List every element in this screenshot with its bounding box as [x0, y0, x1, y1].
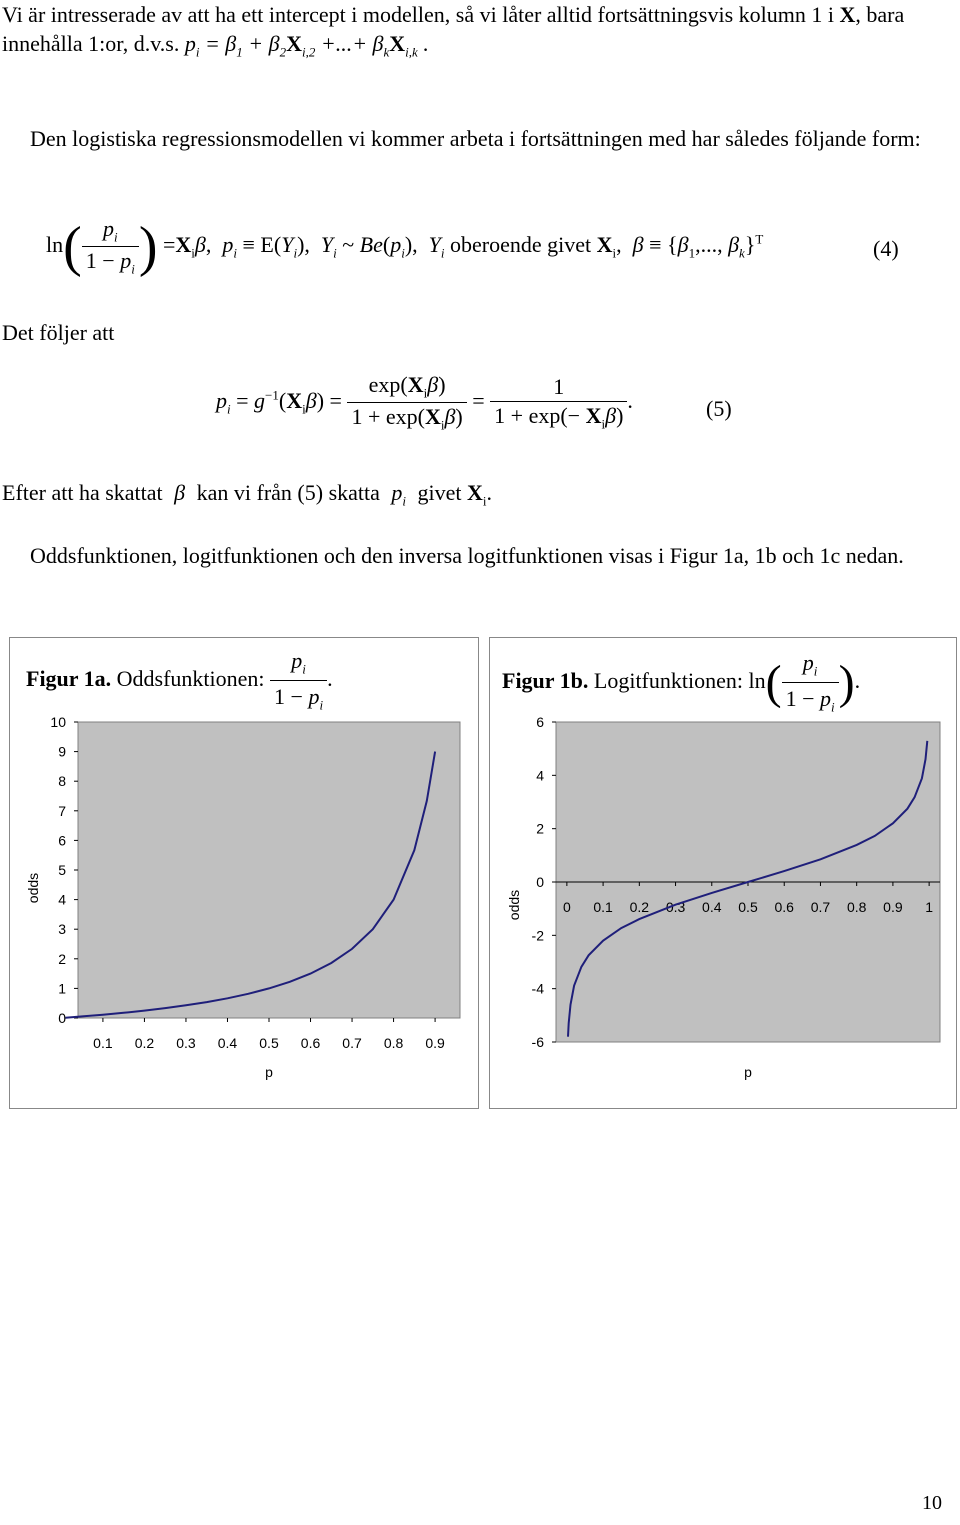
- equation-5-label: (5): [706, 396, 732, 421]
- x-tick-label: 0.3: [176, 1035, 196, 1051]
- y-tick-label: 10: [50, 714, 66, 730]
- paragraph-intercept: Vi är intresserade av att ha ett intercept i modellen, så vi låter alltid fortsättningsvis kolumn 1 i X, bara innehålla 1:or, d.v.s. $p_i = \beta_1 + \beta_2X_{i,2}$ +...+ $\beta_kX_{i,k}$ .: [2, 2, 905, 60]
- y-tick-label: 7: [58, 802, 66, 819]
- y-tick-label: 0: [58, 1010, 66, 1026]
- figure-1a-title: Figur 1a. Oddsfunktionen: $\frac{p_i}{1 - p_i}$ .: [26, 648, 333, 713]
- y-tick-label: 2: [58, 950, 66, 967]
- y-tick-label: 6: [58, 832, 66, 849]
- y-axis-title: odds: [506, 889, 522, 921]
- x-axis-title: p: [744, 1064, 752, 1080]
- x-tick-label: 0.6: [774, 899, 794, 915]
- y-tick-label: -2: [531, 927, 544, 944]
- paragraph-follows: Det följer att: [2, 320, 115, 345]
- figure-1b-title: Figur 1b. Logitfunktionen: ln( $\frac{p_i}{1 - p_i}$ ).: [502, 650, 861, 715]
- y-tick-label: -4: [531, 980, 544, 997]
- x-tick-label: 0.1: [593, 899, 613, 915]
- x-tick-label: 0.4: [702, 899, 722, 915]
- y-tick-label: 4: [536, 767, 544, 784]
- x-tick-label: 0.4: [217, 1035, 238, 1051]
- equation-4: ln( $\frac{p_i}{1 - p_i}$ ) $=X_i\beta$, $p_i \equiv E(Y_i)$, $Y_i$ ~ $Be(p_i)$, $Y_i$ oberoende givet $X_i$, $\beta \equiv \{\beta_1$,..., $\beta_k\}^T$: [46, 215, 764, 278]
- x-tick-label: 0.5: [738, 899, 758, 915]
- x-tick-label: 0.3: [665, 899, 686, 915]
- y-tick-label: 8: [58, 773, 66, 790]
- x-tick-label: 0.8: [846, 899, 867, 915]
- y-tick-label: 4: [58, 891, 66, 908]
- matrix-X: X: [839, 2, 856, 27]
- x-tick-label: 0.6: [300, 1035, 321, 1051]
- y-tick-label: 3: [58, 921, 66, 938]
- x-tick-label: 0: [562, 899, 571, 915]
- x-tick-label: 0.5: [259, 1035, 279, 1051]
- x-tick-label: 0.2: [629, 899, 650, 915]
- paragraph-estimate: Efter att ha skattat β kan vi från (5) skatta $p_i$ givet $X_i$.: [2, 480, 493, 509]
- x-tick-label: 0.9: [425, 1035, 445, 1051]
- y-tick-label: 0: [536, 874, 544, 890]
- paragraph-figures: Oddsfunktionen, logitfunktionen och den inversa logitfunktionen visas i Figur 1a, 1b och 1c nedan.: [30, 543, 904, 568]
- y-tick-label: -6: [531, 1034, 544, 1050]
- y-axis-title: odds: [25, 872, 41, 904]
- y-tick-label: 1: [58, 980, 66, 997]
- y-tick-label: 2: [536, 820, 544, 837]
- y-tick-label: 6: [536, 714, 544, 730]
- x-tick-label: 0.8: [383, 1035, 404, 1051]
- x-tick-label: 1: [925, 899, 934, 915]
- x-tick-label: 0.1: [93, 1035, 113, 1051]
- x-tick-label: 0.9: [883, 899, 903, 915]
- page-number: 10: [922, 1492, 942, 1514]
- x-tick-label: 0.7: [810, 899, 831, 915]
- y-tick-label: 9: [58, 743, 66, 760]
- equation-5: $p_i = g^{-1}(X_i\beta)$ = $\frac{\exp(X_i\beta)}{1 + \exp(X_i\beta)}$ = $\frac{1}{1 + \exp(- X_i\beta)}$ .: [216, 372, 633, 433]
- y-tick-label: 5: [58, 862, 66, 878]
- paragraph-model-form: Den logistiska regressionsmodellen vi kommer arbeta i fortsättningen med har således följande form:: [30, 126, 921, 151]
- equation-4-label: (4): [873, 236, 899, 261]
- inline-formula-linear: $p_i = \beta_1 + \beta_2X_{i,2}$ +...+ $\beta_kX_{i,k}$ .: [184, 31, 429, 60]
- x-tick-label: 0.7: [342, 1035, 362, 1051]
- x-axis-title: p: [265, 1064, 273, 1080]
- x-tick-label: 0.2: [134, 1035, 155, 1051]
